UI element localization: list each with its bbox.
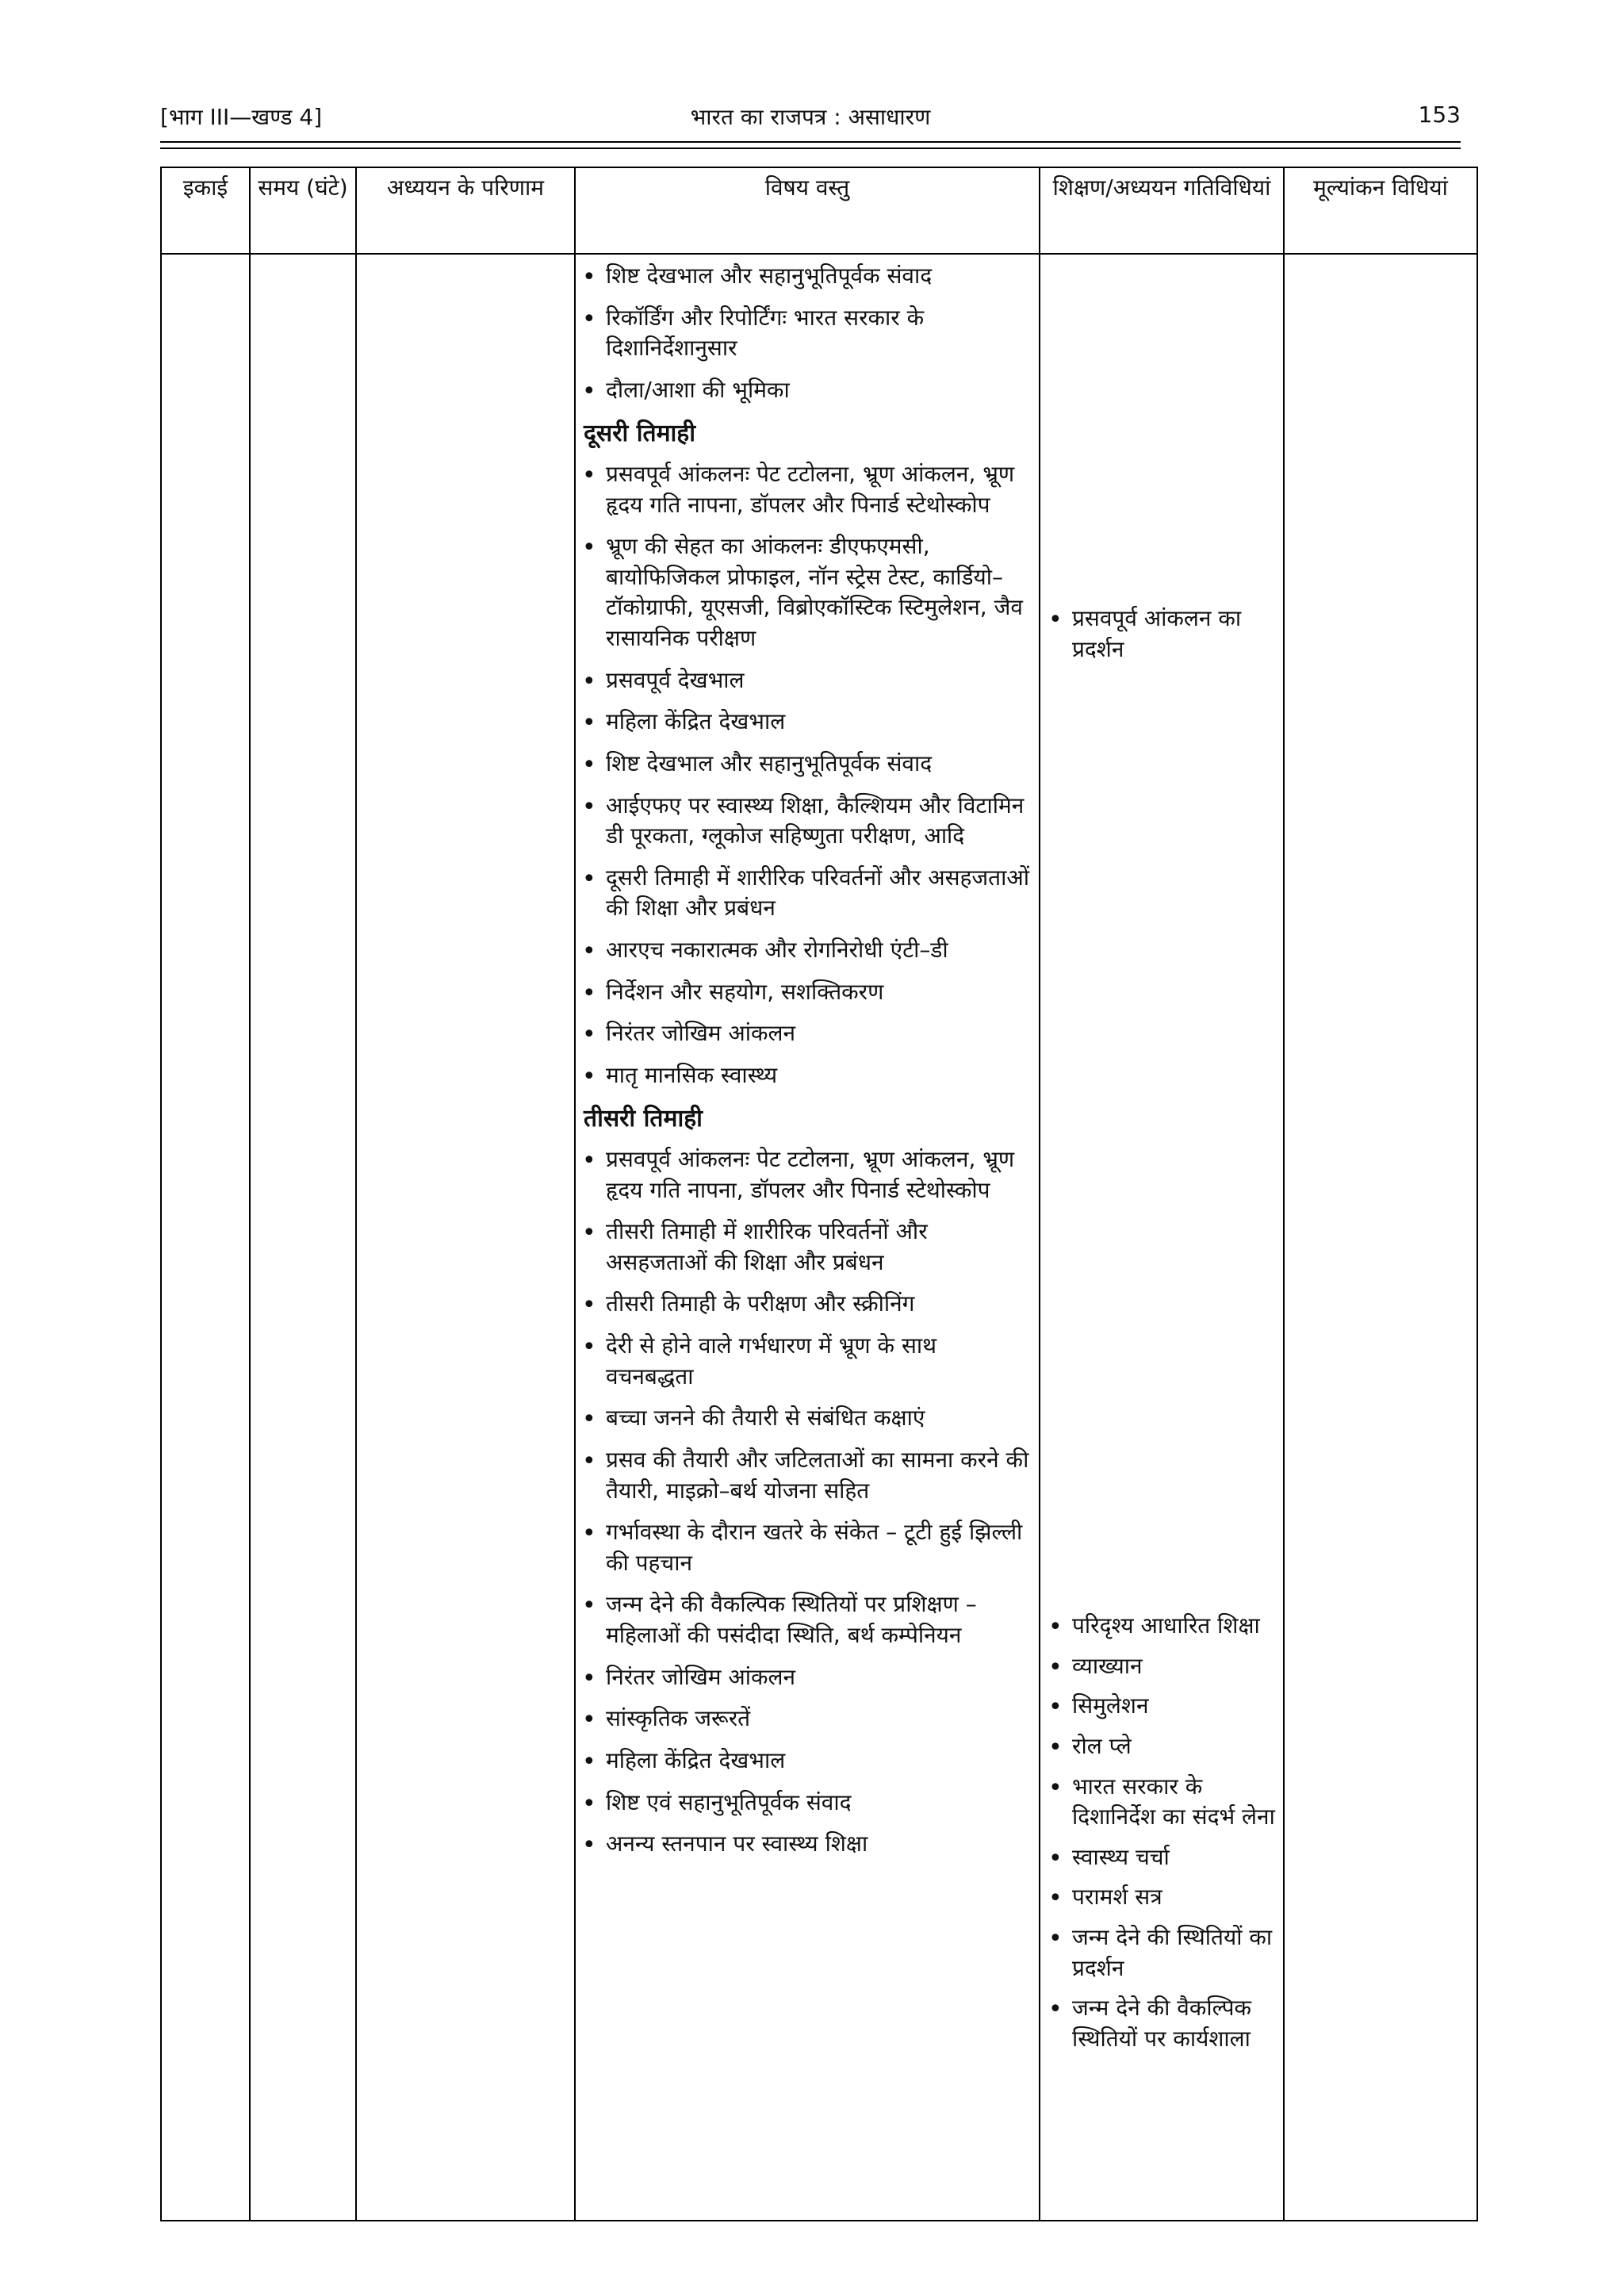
list-item: • दूसरी तिमाही में शारीरिक परिवर्तनों और असहजताओं की शिक्षा और प्रबंधन: [580, 863, 1031, 924]
list-item: • परिदृश्य आधारित शिक्षा: [1047, 1611, 1275, 1642]
list-item: • मातृ मानसिक स्वास्थ्य: [580, 1060, 1031, 1091]
cell-content: [575, 254, 1040, 2221]
list-item: • शिष्ट देखभाल और सहानुभूतिपूर्वक संवाद: [580, 261, 1031, 292]
second-trimester-heading: दूसरी तिमाही: [584, 419, 695, 447]
list-item: • रिकॉर्डिंग और रिपोर्टिंगः भारत सरकार के दिशानिर्देशानुसार: [580, 303, 1031, 364]
header-evaluation: मूल्यांकन विधियां: [1284, 167, 1477, 254]
page-header: [160, 102, 1461, 141]
list-item: • गर्भावस्था के दौरान खतरे के संकेत – टूटी हुई झिल्ली की पहचान: [580, 1517, 1031, 1578]
curriculum-table: [160, 167, 1478, 2221]
list-item: • प्रसवपूर्व देखभाल: [580, 665, 1031, 696]
list-item: • प्रसव की तैयारी और जटिलताओं का सामना करने की तैयारी, माइक्रो–बर्थ योजना सहित: [580, 1445, 1031, 1506]
page-number: 153: [1418, 102, 1461, 128]
header-rule-bottom: [160, 148, 1461, 149]
list-item: • सिमुलेशन: [1047, 1691, 1275, 1722]
list-item: • दौला/आशा की भूमिका: [580, 375, 1031, 406]
cell-time: [250, 254, 356, 2221]
cell-outcomes: [356, 254, 575, 2221]
list-item: • महिला केंद्रित देखभाल: [580, 707, 1031, 738]
list-item: • भ्रूण की सेहत का आंकलनः डीएफएमसी, बायोफिजिकल प्रोफाइल, नॉन स्ट्रेस टेस्ट, कार्डियो–टॉकोग्राफी, यूएसजी, विब्रोएकॉस्टिक स्टिमुलेशन, जैव रासायनिक परीक्षण: [580, 531, 1031, 654]
list-item: • निर्देशन और सहयोग, सशक्तिकरण: [580, 977, 1031, 1008]
list-item: • व्याख्यान: [1047, 1651, 1275, 1682]
header-activities: शिक्षण/अध्ययन गतिविधियां: [1040, 167, 1284, 254]
activities-group-2: [1047, 1611, 1275, 2064]
list-item: • प्रसवपूर्व आंकलनः पेट टटोलना, भ्रूण आंकलन, भ्रूण हृदय गति नापना, डॉपलर और पिनार्ड स्टेथोस्कोप: [580, 1144, 1031, 1205]
third-trimester-list: [580, 1144, 1031, 1860]
list-item: • देरी से होने वाले गर्भधारण में भ्रूण के साथ वचनबद्धता: [580, 1331, 1031, 1392]
list-item: • महिला केंद्रित देखभाल: [580, 1746, 1031, 1777]
table-header-row: [161, 167, 1477, 254]
list-item: • निरंतर जोखिम आंकलन: [580, 1662, 1031, 1693]
list-item: • बच्चा जनने की तैयारी से संबंधित कक्षाएं: [580, 1403, 1031, 1434]
list-item: • रोल प्ले: [1047, 1731, 1275, 1762]
table-row: [161, 254, 1477, 2221]
third-trimester-heading: तीसरी तिमाही: [584, 1104, 703, 1133]
list-item: • आईएफए पर स्वास्थ्य शिक्षा, कैल्शियम और विटामिन डी पूरकता, ग्लूकोज सहिष्णुता परीक्षण, आदि: [580, 791, 1031, 852]
list-item: • शिष्ट एवं सहानुभूतिपूर्वक संवाद: [580, 1788, 1031, 1819]
second-trimester-list: [580, 459, 1031, 1091]
list-item: • आरएच नकारात्मक और रोगनिरोधी एंटी–डी: [580, 935, 1031, 966]
header-outcomes: अध्ययन के परिणाम: [356, 167, 575, 254]
list-item: • तीसरी तिमाही में शारीरिक परिवर्तनों और असहजताओं की शिक्षा और प्रबंधन: [580, 1217, 1031, 1278]
list-item: • निरंतर जोखिम आंकलन: [580, 1018, 1031, 1049]
list-item: • जन्म देने की स्थितियों का प्रदर्शन: [1047, 1922, 1275, 1984]
gazette-title: भारत का राजपत्र : असाधारण: [690, 104, 931, 130]
list-item: • तीसरी तिमाही के परीक्षण और स्क्रीनिंग: [580, 1289, 1031, 1320]
list-item: • भारत सरकार के दिशानिर्देश का संदर्भ लेना: [1047, 1772, 1275, 1833]
header-unit: इकाई: [161, 167, 250, 254]
header-rule-top: [160, 141, 1461, 143]
list-item: • शिष्ट देखभाल और सहानुभूतिपूर्वक संवाद: [580, 749, 1031, 780]
header-content: विषय वस्तु: [575, 167, 1040, 254]
list-item: • सांस्कृतिक जरूरतें: [580, 1704, 1031, 1734]
cell-evaluation: [1284, 254, 1477, 2221]
list-item: • प्रसवपूर्व आंकलन का प्रदर्शन: [1047, 604, 1275, 665]
list-item: • प्रसवपूर्व आंकलनः पेट टटोलना, भ्रूण आंकलन, भ्रूण हृदय गति नापना, डॉपलर और पिनार्ड स्टेथोस्कोप: [580, 459, 1031, 520]
part-section-label: [भाग III—खण्ड 4]: [160, 104, 323, 130]
header-time: समय (घंटे): [250, 167, 356, 254]
list-item: • परामर्श सत्र: [1047, 1882, 1275, 1913]
list-item: • स्वास्थ्य चर्चा: [1047, 1842, 1275, 1873]
list-item: • जन्म देने की वैकल्पिक स्थितियों पर कार्यशाला: [1047, 1993, 1275, 2054]
intro-list: [580, 261, 1031, 406]
cell-activities: [1040, 254, 1284, 2221]
cell-unit: [161, 254, 250, 2221]
list-item: • जन्म देने की वैकल्पिक स्थितियों पर प्रशिक्षण – महिलाओं की पसंदीदा स्थिति, बर्थ कम्पेनियन: [580, 1589, 1031, 1650]
activities-group-1: [1047, 604, 1275, 665]
list-item: • अनन्य स्तनपान पर स्वास्थ्य शिक्षा: [580, 1829, 1031, 1860]
